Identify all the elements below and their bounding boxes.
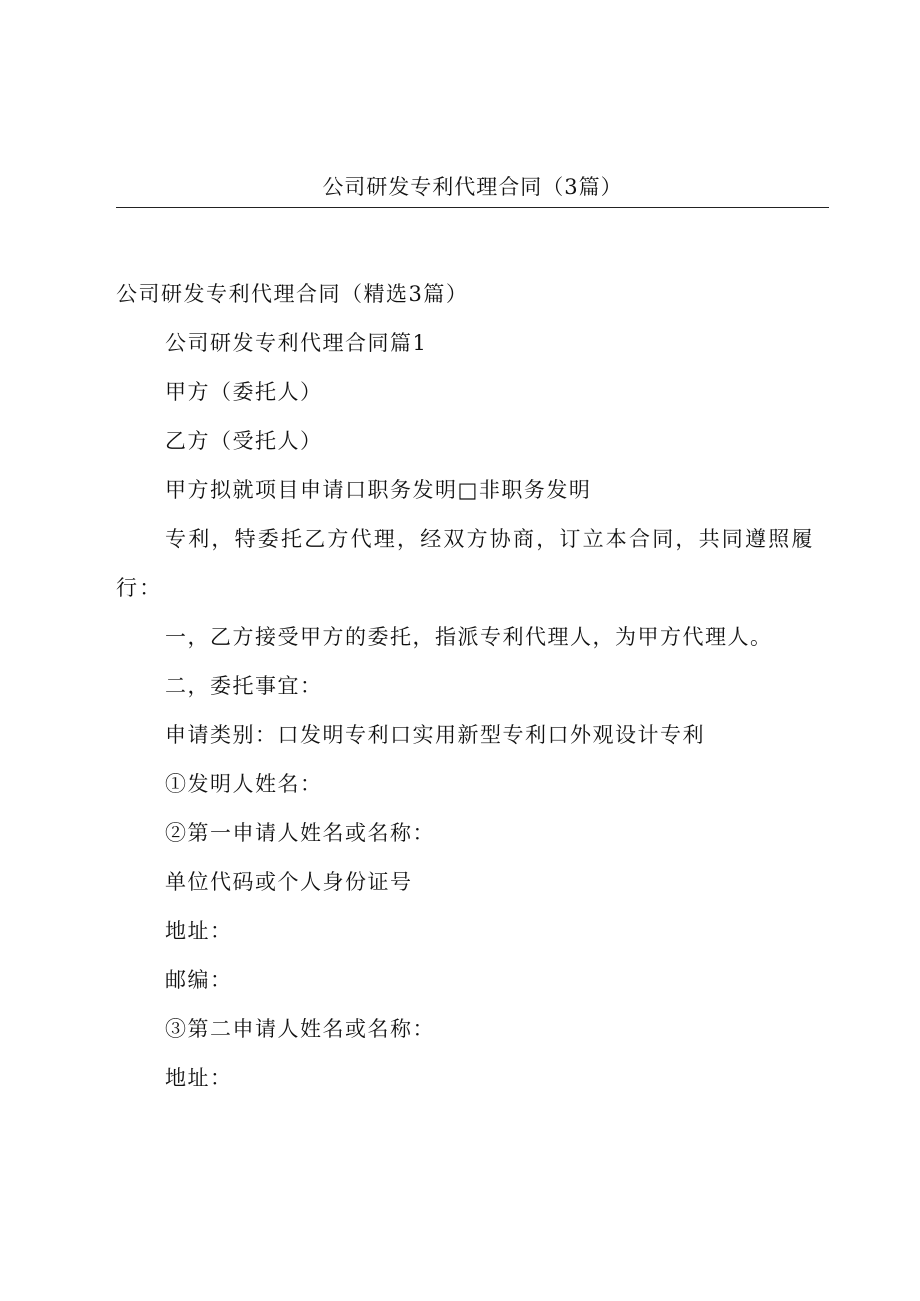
section-title: 公司研发专利代理合同篇1 xyxy=(165,331,428,355)
inventor-name-line: ①发明人姓名： xyxy=(165,772,323,796)
second-applicant-line: ③第二申请人姓名或名称： xyxy=(165,1017,435,1041)
application-type-line: 申请类别：口发明专利口实用新型专利口外观设计专利 xyxy=(165,723,705,747)
application-line: 甲方拟就项目申请口职务发明□非职务发明 xyxy=(165,478,592,502)
address-line-1: 地址： xyxy=(165,919,233,943)
main-title: 公司研发专利代理合同（精选3篇） xyxy=(116,282,469,306)
header-title: 公司研发专利代理合同（3篇） xyxy=(322,175,623,199)
postcode-line: 邮编： xyxy=(165,968,233,992)
party-a-label: 甲方（委托人） xyxy=(165,380,323,404)
clause-one: 一，乙方接受甲方的委托，指派专利代理人，为甲方代理人。 xyxy=(165,625,773,649)
entrust-paragraph: 专利，特委托乙方代理，经双方协商，订立本合同，共同遵照履行： xyxy=(116,527,815,600)
unit-code-line: 单位代码或个人身份证号 xyxy=(165,870,413,894)
first-applicant-line: ②第一申请人姓名或名称： xyxy=(165,821,435,845)
address-line-2: 地址： xyxy=(165,1066,233,1090)
party-b-label: 乙方（受托人） xyxy=(165,429,323,453)
clause-two: 二，委托事宜： xyxy=(165,674,323,698)
page-header xyxy=(116,172,829,208)
document-body xyxy=(116,270,829,1103)
